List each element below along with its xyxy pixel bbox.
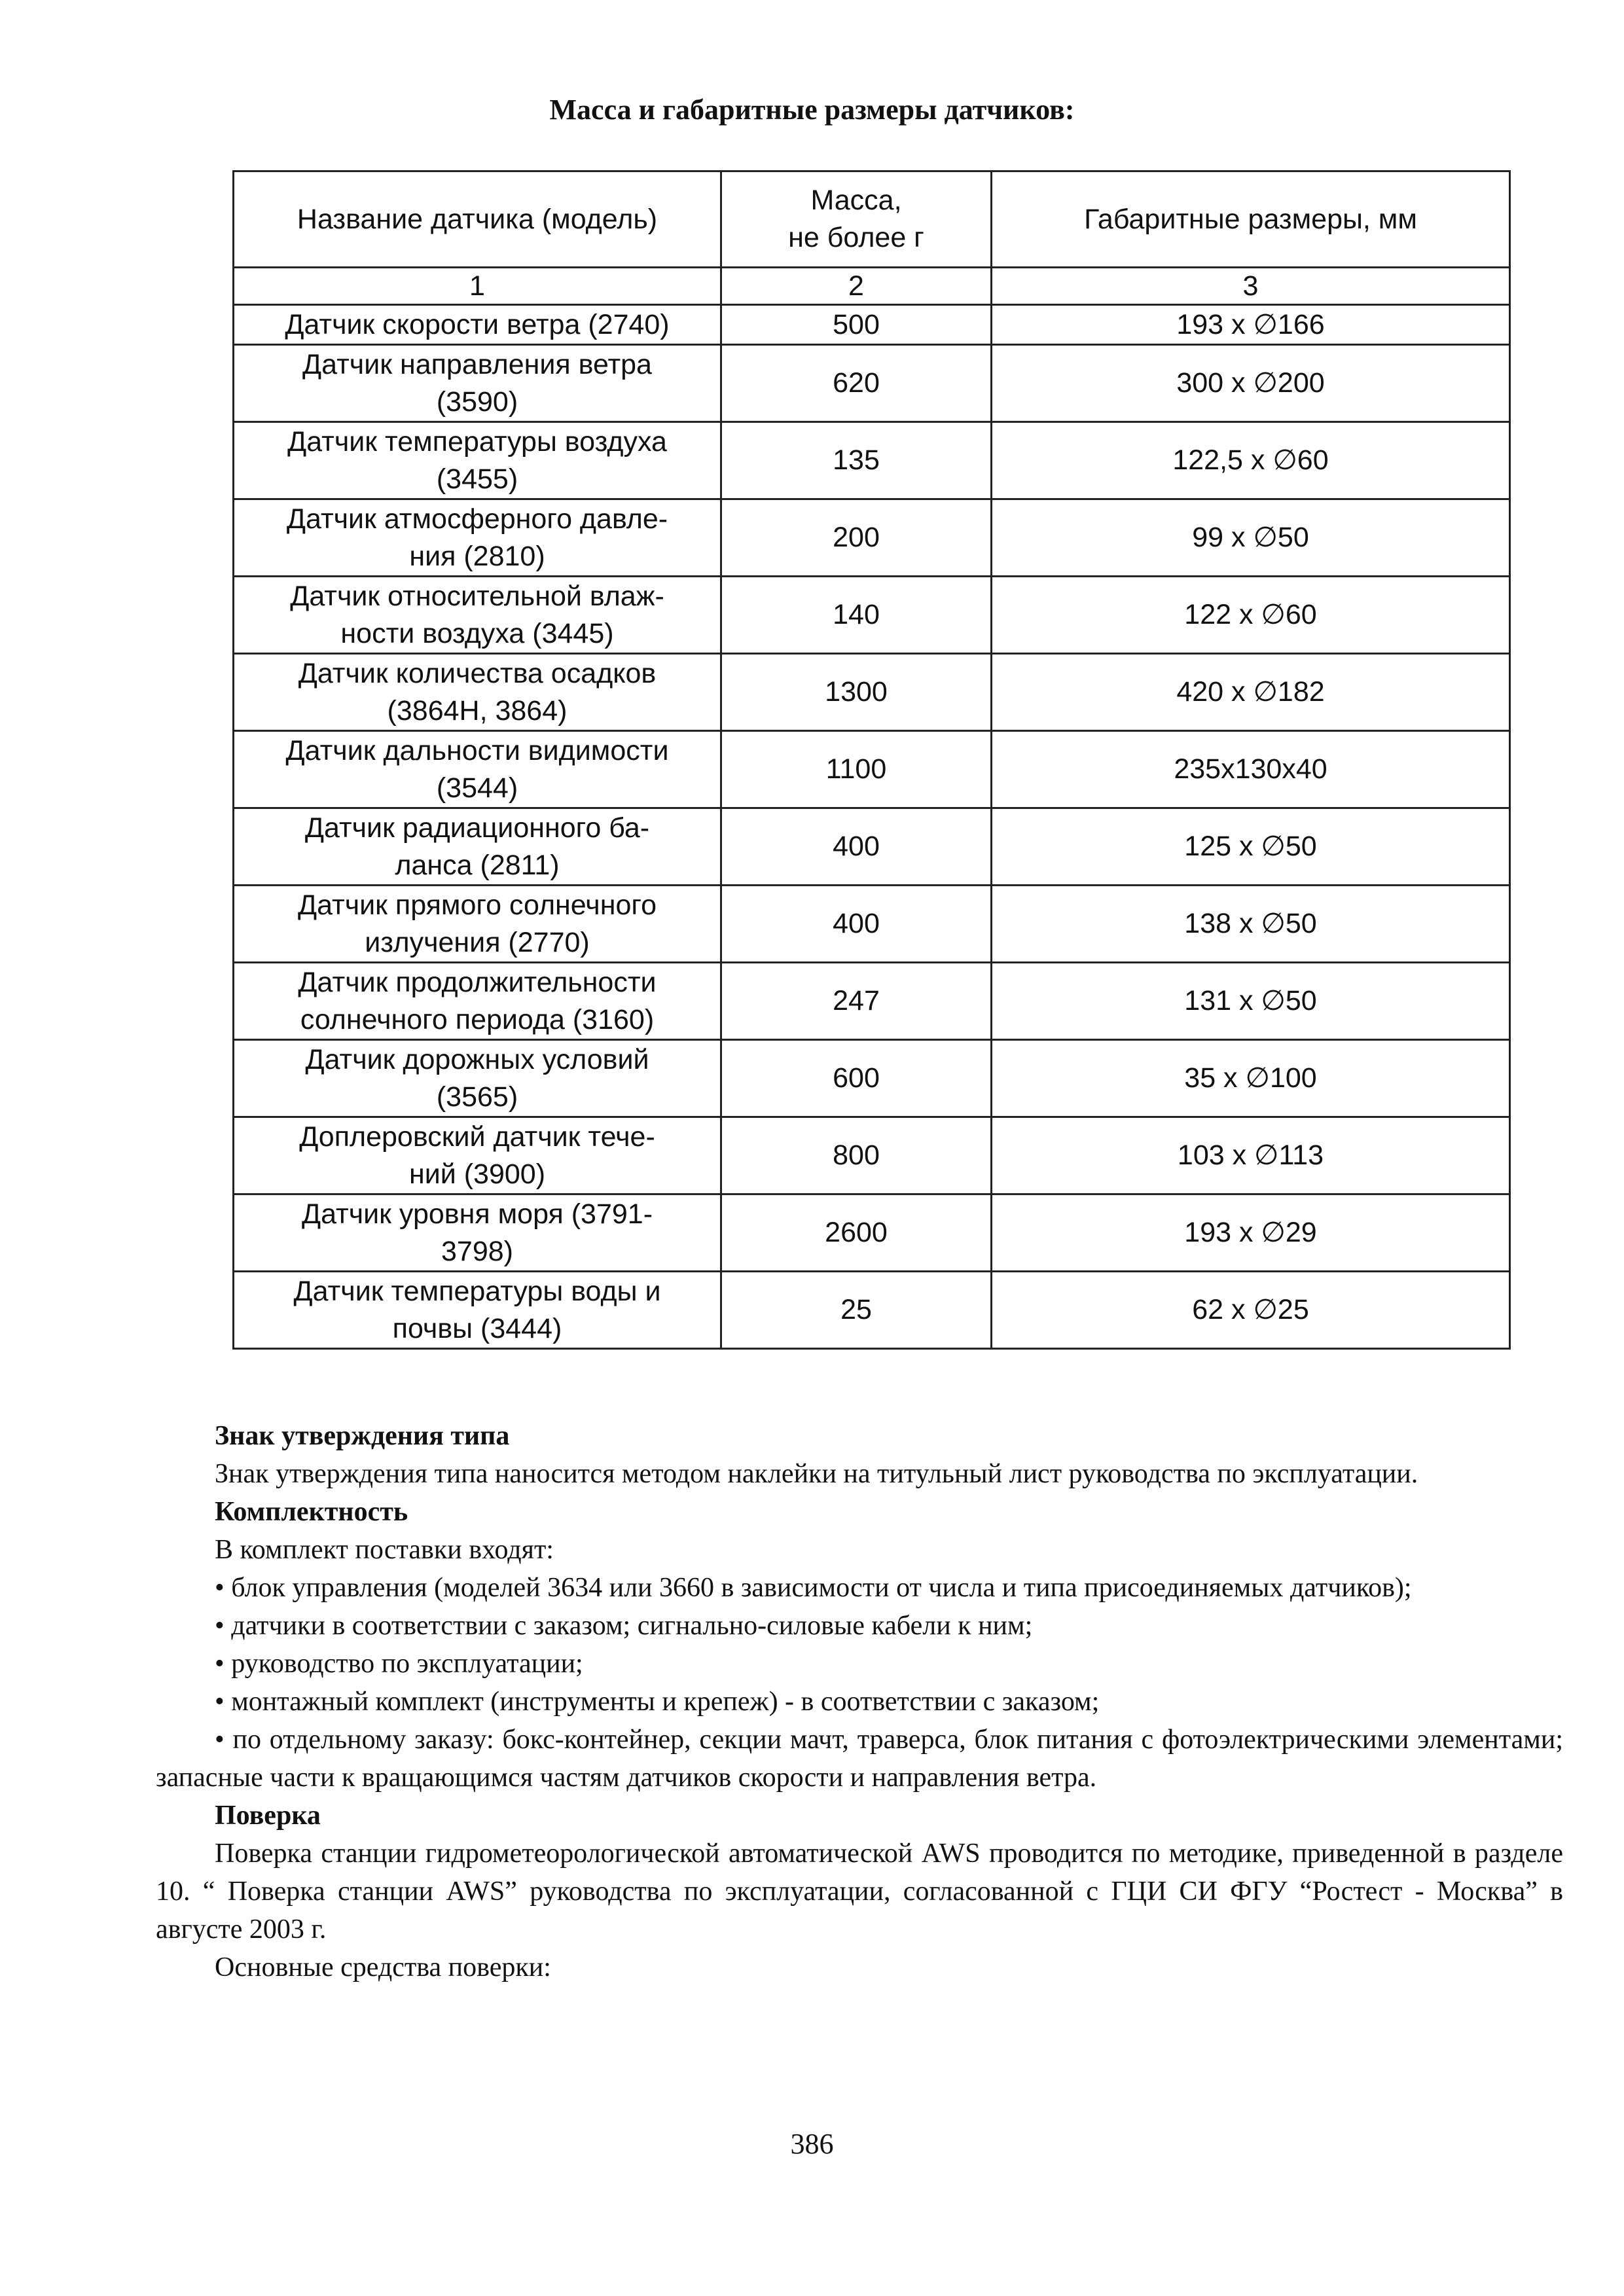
dimensions-cell: 35 x ∅100: [992, 1040, 1510, 1117]
dimensions-cell: 122,5 x ∅60: [992, 422, 1510, 499]
completeness-intro: В комплект поставки входят:: [215, 1535, 554, 1565]
table-row: [234, 422, 1510, 499]
mass-cell: 247: [721, 963, 992, 1040]
document-body: [156, 1417, 1563, 1986]
sensor-name-cell: Датчик температуры воздуха (3455): [234, 422, 721, 499]
column-number-row: [234, 268, 1510, 305]
verification-heading: Поверка: [215, 1801, 321, 1831]
sensor-name-cell: Датчик скорости ветра (2740): [234, 305, 721, 345]
mass-cell: 135: [721, 422, 992, 499]
dimensions-cell: 138 x ∅50: [992, 886, 1510, 963]
mass-cell: 140: [721, 577, 992, 654]
dimensions-cell: 300 x ∅200: [992, 345, 1510, 422]
dimensions-cell: 62 x ∅25: [992, 1272, 1510, 1349]
table-row: [234, 345, 1510, 422]
table-row: [234, 1194, 1510, 1272]
sensor-name-cell: Датчик атмосферного давле- ния (2810): [234, 499, 721, 577]
verification-means: Основные средства поверки:: [215, 1952, 551, 1982]
table-row: [234, 577, 1510, 654]
dimensions-cell: 122 x ∅60: [992, 577, 1510, 654]
dimensions-cell: 99 x ∅50: [992, 499, 1510, 577]
header-mass: Масса, не более г: [721, 171, 992, 268]
sensor-name-cell: Датчик дорожных условий (3565): [234, 1040, 721, 1117]
dimensions-cell: 235x130x40: [992, 731, 1510, 808]
sensor-name-cell: Датчик количества осадков (3864Н, 3864): [234, 654, 721, 731]
table-row: [234, 1040, 1510, 1117]
sensor-name-cell: Датчик температуры воды и почвы (3444): [234, 1272, 721, 1349]
list-item: • блок управления (моделей 3634 или 3660 в зависимости от числа и типа присоединяемых датчиков);: [215, 1573, 1412, 1603]
mass-cell: 400: [721, 886, 992, 963]
table-row: [234, 886, 1510, 963]
sensor-name-cell: Датчик уровня моря (3791- 3798): [234, 1194, 721, 1272]
table-row: [234, 963, 1510, 1040]
page-title: Масса и габаритные размеры датчиков:: [549, 94, 1075, 126]
table-row: [234, 1272, 1510, 1349]
table-row: [234, 1117, 1510, 1194]
approval-text: Знак утверждения типа наносится методом наклейки на титульный лист руководства по эксплуатации.: [215, 1459, 1418, 1489]
header-sensor-name: Название датчика (модель): [234, 171, 721, 268]
table-row: [234, 499, 1510, 577]
sensor-table: [232, 170, 1511, 1350]
sensor-name-cell: Датчик относительной влаж- ности воздуха (3445): [234, 577, 721, 654]
mass-cell: 800: [721, 1117, 992, 1194]
verification-text: Поверка станции гидрометеорологической автоматической AWS проводится по методике, приведенной в разделе 10. “ Поверка станции AWS” руководства по эксплуатации, согласованной с ГЦИ СИ ФГУ “Ростест - Москва” в августе 2003 г.: [156, 1839, 1563, 1945]
sensor-name-cell: Доплеровский датчик тече- ний (3900): [234, 1117, 721, 1194]
sensor-name-cell: Датчик прямого солнечного излучения (2770): [234, 886, 721, 963]
table-row: [234, 654, 1510, 731]
list-item: • датчики в соответствии с заказом; сигнально-силовые кабели к ним;: [215, 1611, 1033, 1641]
completeness-heading: Комплектность: [215, 1497, 408, 1527]
sensor-name-cell: Датчик дальности видимости (3544): [234, 731, 721, 808]
sensor-name-cell: Датчик направления ветра (3590): [234, 345, 721, 422]
mass-cell: 1100: [721, 731, 992, 808]
approval-heading: Знак утверждения типа: [215, 1421, 510, 1451]
mass-cell: 600: [721, 1040, 992, 1117]
list-item: • монтажный комплект (инструменты и крепеж) - в соответствии с заказом;: [215, 1687, 1100, 1717]
mass-cell: 1300: [721, 654, 992, 731]
mass-cell: 500: [721, 305, 992, 345]
list-item: • руководство по эксплуатации;: [215, 1649, 583, 1679]
dimensions-cell: 420 x ∅182: [992, 654, 1510, 731]
mass-cell: 620: [721, 345, 992, 422]
sensor-name-cell: Датчик продолжительности солнечного периода (3160): [234, 963, 721, 1040]
table-row: [234, 808, 1510, 886]
column-number: 2: [721, 268, 992, 305]
sensor-name-cell: Датчик радиационного ба- ланса (2811): [234, 808, 721, 886]
table-header-row: [234, 171, 1510, 268]
column-number: 3: [992, 268, 1510, 305]
page-number: 386: [790, 2128, 834, 2160]
mass-cell: 200: [721, 499, 992, 577]
mass-cell: 2600: [721, 1194, 992, 1272]
dimensions-cell: 125 x ∅50: [992, 808, 1510, 886]
mass-cell: 400: [721, 808, 992, 886]
header-dimensions: Габаритные размеры, мм: [992, 171, 1510, 268]
table-row: [234, 731, 1510, 808]
list-item: • по отдельному заказу: бокс-контейнер, секции мачт, траверса, блок питания с фотоэлектрическими элементами; запасные части к вращающимся частям датчиков скорости и направления ветра.: [156, 1725, 1563, 1793]
dimensions-cell: 193 x ∅166: [992, 305, 1510, 345]
mass-cell: 25: [721, 1272, 992, 1349]
dimensions-cell: 193 x ∅29: [992, 1194, 1510, 1272]
dimensions-cell: 131 x ∅50: [992, 963, 1510, 1040]
dimensions-cell: 103 x ∅113: [992, 1117, 1510, 1194]
table-row: [234, 305, 1510, 345]
column-number: 1: [234, 268, 721, 305]
